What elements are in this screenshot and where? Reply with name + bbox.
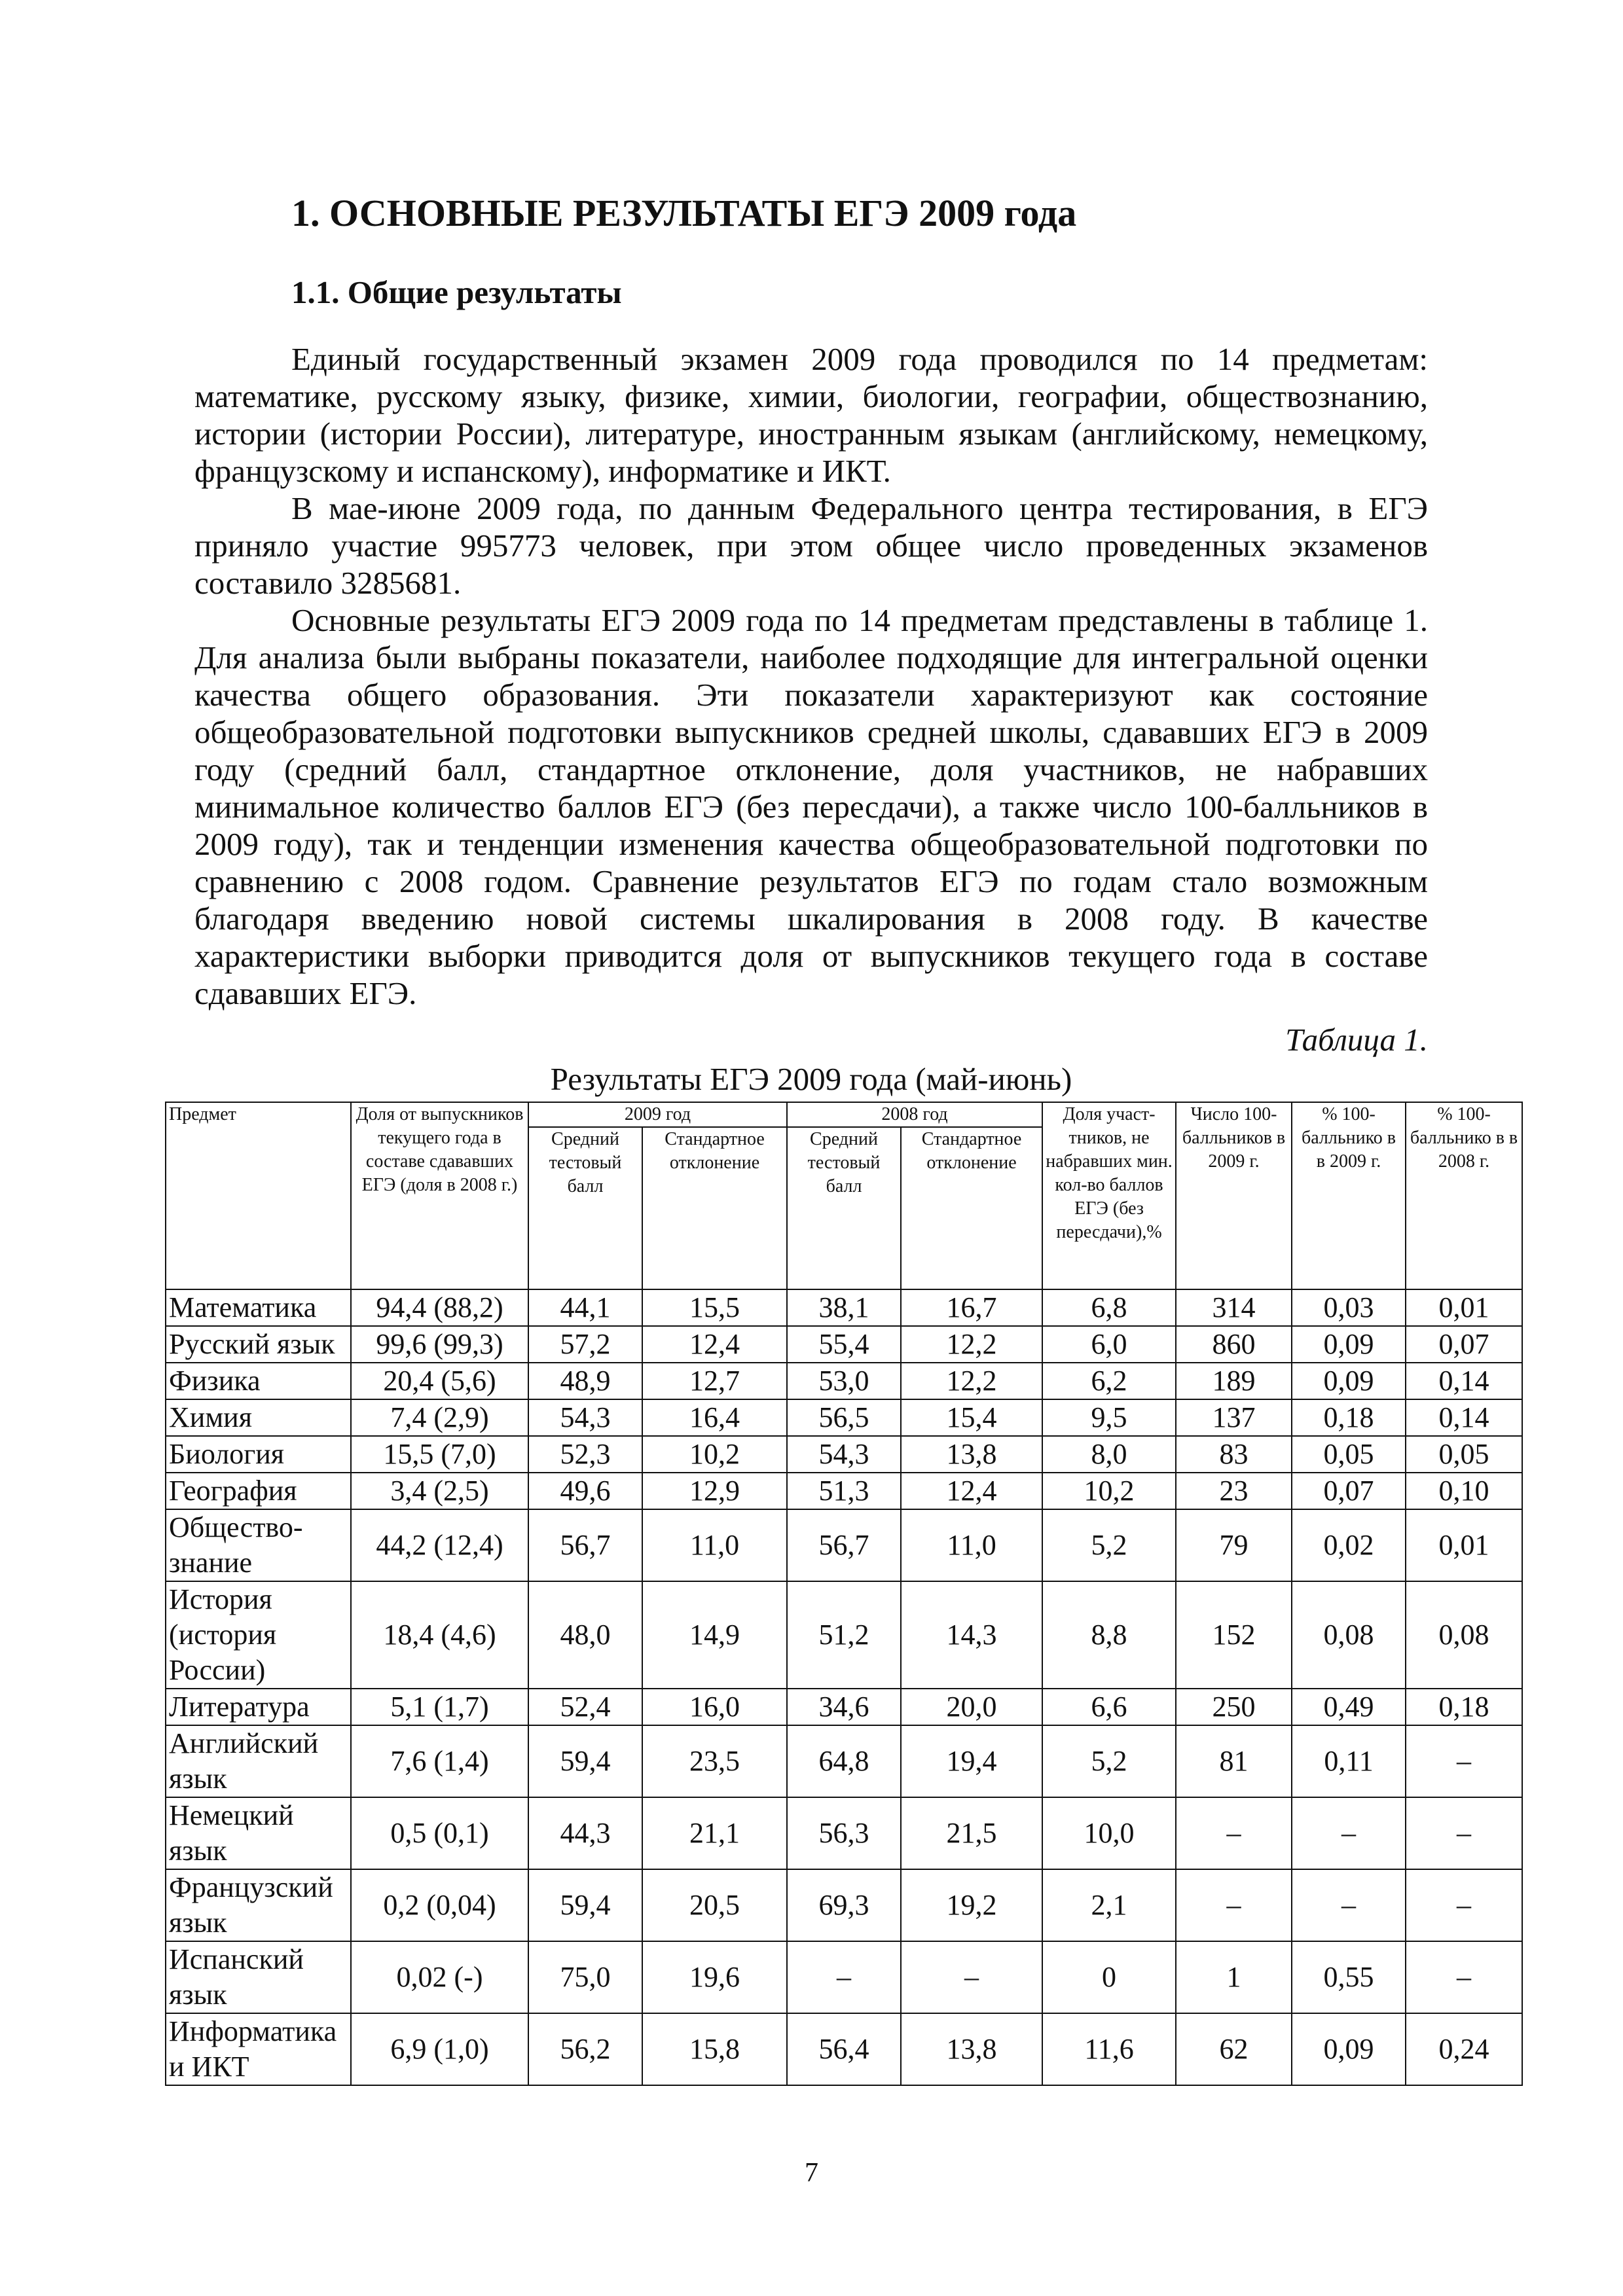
page-title: 1. ОСНОВНЫЕ РЕЗУЛЬТАТЫ ЕГЭ 2009 года: [291, 192, 1077, 234]
cell-share: 7,6 (1,4): [351, 1725, 528, 1797]
table-row: [166, 1473, 1522, 1509]
cell-subject: Химия: [166, 1399, 351, 1436]
cell-pct-100-2009: 0,55: [1292, 1941, 1406, 2013]
cell-std-2009: 20,5: [642, 1869, 787, 1941]
cell-count-100: 189: [1176, 1363, 1292, 1399]
table-row: [166, 1725, 1522, 1797]
cell-count-100: 152: [1176, 1581, 1292, 1689]
cell-subject: Русский язык: [166, 1326, 351, 1363]
cell-std-2008: 12,2: [901, 1363, 1042, 1399]
cell-mean-2009: 59,4: [528, 1869, 642, 1941]
cell-pct-100-2009: 0,07: [1292, 1473, 1406, 1509]
cell-mean-2009: 54,3: [528, 1399, 642, 1436]
cell-subject: Немецкий язык: [166, 1797, 351, 1869]
cell-fail-share: 10,0: [1042, 1797, 1176, 1869]
paragraph-3: Основные результаты ЕГЭ 2009 года по 14 предметам представлены в таблице 1. Для анализа были выбраны показатели, наиболее подходящие для интегральной оценки качества общего образования. Эти показатели характеризуют как состояние общеобразовательной подготовки выпускников средней школы, сдававших ЕГЭ в 2009 году (средний балл, стандартное отклонение, доля участников, не набравших минимальное количество баллов ЕГЭ (без пересдачи), а также число 100-балльников в 2009 году), так и тенденции изменения качества общеобразовательной подготовки по сравнению с 2008 годом. Сравнение результатов ЕГЭ по годам стало возможным благодаря введению новой системы шкалирования в 2008 году. В качестве характеристики выборки приводится доля от выпускников текущего года в составе сдававших ЕГЭ.: [194, 602, 1428, 1011]
cell-std-2008: 14,3: [901, 1581, 1042, 1689]
body-text: [194, 340, 1428, 1012]
table-body: [166, 1289, 1522, 2085]
cell-std-2009: 16,4: [642, 1399, 787, 1436]
cell-pct-100-2009: 0,03: [1292, 1289, 1406, 1326]
cell-count-100: –: [1176, 1869, 1292, 1941]
cell-share: 0,5 (0,1): [351, 1797, 528, 1869]
cell-std-2008: 20,0: [901, 1689, 1042, 1725]
cell-std-2009: 10,2: [642, 1436, 787, 1473]
cell-pct-100-2008: 0,07: [1406, 1326, 1522, 1363]
cell-mean-2009: 52,3: [528, 1436, 642, 1473]
cell-pct-100-2008: –: [1406, 1797, 1522, 1869]
cell-std-2008: 16,7: [901, 1289, 1042, 1326]
cell-mean-2009: 57,2: [528, 1326, 642, 1363]
cell-fail-share: 8,8: [1042, 1581, 1176, 1689]
cell-mean-2008: 69,3: [787, 1869, 901, 1941]
cell-pct-100-2009: 0,08: [1292, 1581, 1406, 1689]
cell-mean-2009: 56,2: [528, 2013, 642, 2085]
cell-mean-2008: 38,1: [787, 1289, 901, 1326]
cell-share: 0,02 (-): [351, 1941, 528, 2013]
table-row: [166, 2013, 1522, 2085]
cell-std-2009: 12,9: [642, 1473, 787, 1509]
cell-pct-100-2008: –: [1406, 1869, 1522, 1941]
table-row: [166, 1399, 1522, 1436]
cell-share: 7,4 (2,9): [351, 1399, 528, 1436]
table-row: [166, 1869, 1522, 1941]
cell-count-100: –: [1176, 1797, 1292, 1869]
cell-count-100: 1: [1176, 1941, 1292, 2013]
cell-pct-100-2008: 0,14: [1406, 1363, 1522, 1399]
cell-mean-2009: 49,6: [528, 1473, 642, 1509]
cell-pct-100-2008: 0,24: [1406, 2013, 1522, 2085]
cell-pct-100-2008: 0,18: [1406, 1689, 1522, 1725]
cell-subject: Математика: [166, 1289, 351, 1326]
header-mean-2008: Средний тестовый балл: [787, 1127, 901, 1289]
header-subject: Предмет: [166, 1102, 351, 1289]
cell-pct-100-2009: 0,49: [1292, 1689, 1406, 1725]
cell-mean-2008: 53,0: [787, 1363, 901, 1399]
cell-subject: Английский язык: [166, 1725, 351, 1797]
cell-mean-2008: 55,4: [787, 1326, 901, 1363]
cell-std-2009: 19,6: [642, 1941, 787, 2013]
cell-count-100: 62: [1176, 2013, 1292, 2085]
cell-fail-share: 6,6: [1042, 1689, 1176, 1725]
cell-share: 20,4 (5,6): [351, 1363, 528, 1399]
table-row: [166, 1581, 1522, 1689]
cell-mean-2009: 75,0: [528, 1941, 642, 2013]
cell-std-2009: 12,7: [642, 1363, 787, 1399]
cell-subject: Французский язык: [166, 1869, 351, 1941]
cell-std-2008: 12,4: [901, 1473, 1042, 1509]
cell-mean-2009: 44,3: [528, 1797, 642, 1869]
table-title: Результаты ЕГЭ 2009 года (май-июнь): [550, 1061, 1072, 1097]
cell-mean-2009: 44,1: [528, 1289, 642, 1326]
cell-share: 18,4 (4,6): [351, 1581, 528, 1689]
cell-fail-share: 6,8: [1042, 1289, 1176, 1326]
cell-subject: География: [166, 1473, 351, 1509]
cell-share: 6,9 (1,0): [351, 2013, 528, 2085]
cell-std-2009: 14,9: [642, 1581, 787, 1689]
page-number: 7: [805, 2158, 818, 2188]
cell-count-100: 81: [1176, 1725, 1292, 1797]
cell-std-2009: 15,5: [642, 1289, 787, 1326]
table-row: [166, 1363, 1522, 1399]
cell-std-2009: 15,8: [642, 2013, 787, 2085]
cell-subject: Общество-знание: [166, 1509, 351, 1581]
cell-count-100: 83: [1176, 1436, 1292, 1473]
cell-std-2008: 13,8: [901, 2013, 1042, 2085]
cell-pct-100-2008: –: [1406, 1725, 1522, 1797]
table-label: Таблица 1.: [1285, 1022, 1428, 1058]
cell-mean-2009: 52,4: [528, 1689, 642, 1725]
cell-pct-100-2008: 0,08: [1406, 1581, 1522, 1689]
cell-mean-2009: 48,9: [528, 1363, 642, 1399]
cell-mean-2009: 48,0: [528, 1581, 642, 1689]
cell-mean-2009: 56,7: [528, 1509, 642, 1581]
cell-count-100: 250: [1176, 1689, 1292, 1725]
table-row: [166, 1797, 1522, 1869]
cell-subject: История (история России): [166, 1581, 351, 1689]
cell-share: 99,6 (99,3): [351, 1326, 528, 1363]
cell-count-100: 79: [1176, 1509, 1292, 1581]
cell-std-2009: 21,1: [642, 1797, 787, 1869]
cell-pct-100-2008: –: [1406, 1941, 1522, 2013]
paragraph-1: Единый государственный экзамен 2009 года проводился по 14 предметам: математике, русскому языку, физике, химии, биологии, географии, обществознанию, истории (истории России), литературе, иностранным языкам (английскому, немецкому, французскому и испанскому), информатике и ИКТ.: [194, 341, 1428, 489]
cell-pct-100-2009: 0,11: [1292, 1725, 1406, 1797]
cell-std-2008: 11,0: [901, 1509, 1042, 1581]
cell-pct-100-2009: 0,02: [1292, 1509, 1406, 1581]
cell-pct-100-2009: 0,09: [1292, 1363, 1406, 1399]
header-pct-100-2009: % 100-балльнико в в 2009 г.: [1292, 1102, 1406, 1289]
cell-std-2008: 13,8: [901, 1436, 1042, 1473]
cell-subject: Испанский язык: [166, 1941, 351, 2013]
table-row: [166, 1689, 1522, 1725]
paragraph-2: В мае-июне 2009 года, по данным Федерального центра тестирования, в ЕГЭ приняло участие 995773 человек, при этом общее число проведенных экзаменов составило 3285681.: [194, 490, 1428, 601]
table-row: [166, 1436, 1522, 1473]
cell-mean-2008: 51,2: [787, 1581, 901, 1689]
cell-std-2008: 21,5: [901, 1797, 1042, 1869]
header-count-100: Число 100-балльников в 2009 г.: [1176, 1102, 1292, 1289]
cell-std-2008: 12,2: [901, 1326, 1042, 1363]
cell-pct-100-2008: 0,01: [1406, 1509, 1522, 1581]
cell-pct-100-2009: –: [1292, 1797, 1406, 1869]
cell-mean-2008: 56,4: [787, 2013, 901, 2085]
cell-mean-2008: 56,5: [787, 1399, 901, 1436]
header-fail-share: Доля участ-тников, не набравших мин. кол-во баллов ЕГЭ (без пересдачи),%: [1042, 1102, 1176, 1289]
cell-pct-100-2008: 0,01: [1406, 1289, 1522, 1326]
cell-pct-100-2009: 0,05: [1292, 1436, 1406, 1473]
cell-mean-2008: 51,3: [787, 1473, 901, 1509]
cell-share: 44,2 (12,4): [351, 1509, 528, 1581]
cell-share: 3,4 (2,5): [351, 1473, 528, 1509]
cell-mean-2009: 59,4: [528, 1725, 642, 1797]
header-year-2008: 2008 год: [787, 1102, 1042, 1127]
cell-share: 15,5 (7,0): [351, 1436, 528, 1473]
cell-std-2009: 12,4: [642, 1326, 787, 1363]
results-table: [165, 1102, 1523, 2086]
cell-fail-share: 6,0: [1042, 1326, 1176, 1363]
cell-fail-share: 5,2: [1042, 1725, 1176, 1797]
cell-subject: Физика: [166, 1363, 351, 1399]
table-row: [166, 1326, 1522, 1363]
cell-pct-100-2009: –: [1292, 1869, 1406, 1941]
cell-pct-100-2009: 0,09: [1292, 1326, 1406, 1363]
cell-subject: Информатика и ИКТ: [166, 2013, 351, 2085]
cell-fail-share: 9,5: [1042, 1399, 1176, 1436]
cell-std-2009: 16,0: [642, 1689, 787, 1725]
header-std-2008: Стандартное отклонение: [901, 1127, 1042, 1289]
cell-pct-100-2009: 0,09: [1292, 2013, 1406, 2085]
cell-std-2008: 19,2: [901, 1869, 1042, 1941]
cell-mean-2008: 56,3: [787, 1797, 901, 1869]
section-title: 1.1. Общие результаты: [291, 274, 622, 310]
cell-std-2009: 23,5: [642, 1725, 787, 1797]
table-row: [166, 1509, 1522, 1581]
cell-std-2008: 19,4: [901, 1725, 1042, 1797]
cell-pct-100-2008: 0,14: [1406, 1399, 1522, 1436]
header-std-2009: Стандартное отклонение: [642, 1127, 787, 1289]
header-year-2009: 2009 год: [528, 1102, 787, 1127]
cell-count-100: 137: [1176, 1399, 1292, 1436]
cell-count-100: 860: [1176, 1326, 1292, 1363]
cell-share: 5,1 (1,7): [351, 1689, 528, 1725]
cell-pct-100-2008: 0,10: [1406, 1473, 1522, 1509]
cell-count-100: 23: [1176, 1473, 1292, 1509]
cell-fail-share: 6,2: [1042, 1363, 1176, 1399]
cell-fail-share: 2,1: [1042, 1869, 1176, 1941]
header-pct-100-2008: % 100-балльнико в в 2008 г.: [1406, 1102, 1522, 1289]
header-share: Доля от выпускников текущего года в составе сдававших ЕГЭ (доля в 2008 г.): [351, 1102, 528, 1289]
cell-subject: Литература: [166, 1689, 351, 1725]
cell-pct-100-2009: 0,18: [1292, 1399, 1406, 1436]
cell-pct-100-2008: 0,05: [1406, 1436, 1522, 1473]
cell-fail-share: 11,6: [1042, 2013, 1176, 2085]
cell-mean-2008: 54,3: [787, 1436, 901, 1473]
cell-fail-share: 5,2: [1042, 1509, 1176, 1581]
table-row: [166, 1941, 1522, 2013]
cell-std-2008: –: [901, 1941, 1042, 2013]
cell-share: 94,4 (88,2): [351, 1289, 528, 1326]
table-row: [166, 1289, 1522, 1326]
cell-mean-2008: 34,6: [787, 1689, 901, 1725]
cell-share: 0,2 (0,04): [351, 1869, 528, 1941]
cell-std-2008: 15,4: [901, 1399, 1042, 1436]
header-mean-2009: Средний тестовый балл: [528, 1127, 642, 1289]
cell-count-100: 314: [1176, 1289, 1292, 1326]
cell-std-2009: 11,0: [642, 1509, 787, 1581]
cell-mean-2008: 64,8: [787, 1725, 901, 1797]
cell-mean-2008: –: [787, 1941, 901, 2013]
cell-fail-share: 0: [1042, 1941, 1176, 2013]
cell-mean-2008: 56,7: [787, 1509, 901, 1581]
cell-fail-share: 8,0: [1042, 1436, 1176, 1473]
cell-subject: Биология: [166, 1436, 351, 1473]
cell-fail-share: 10,2: [1042, 1473, 1176, 1509]
